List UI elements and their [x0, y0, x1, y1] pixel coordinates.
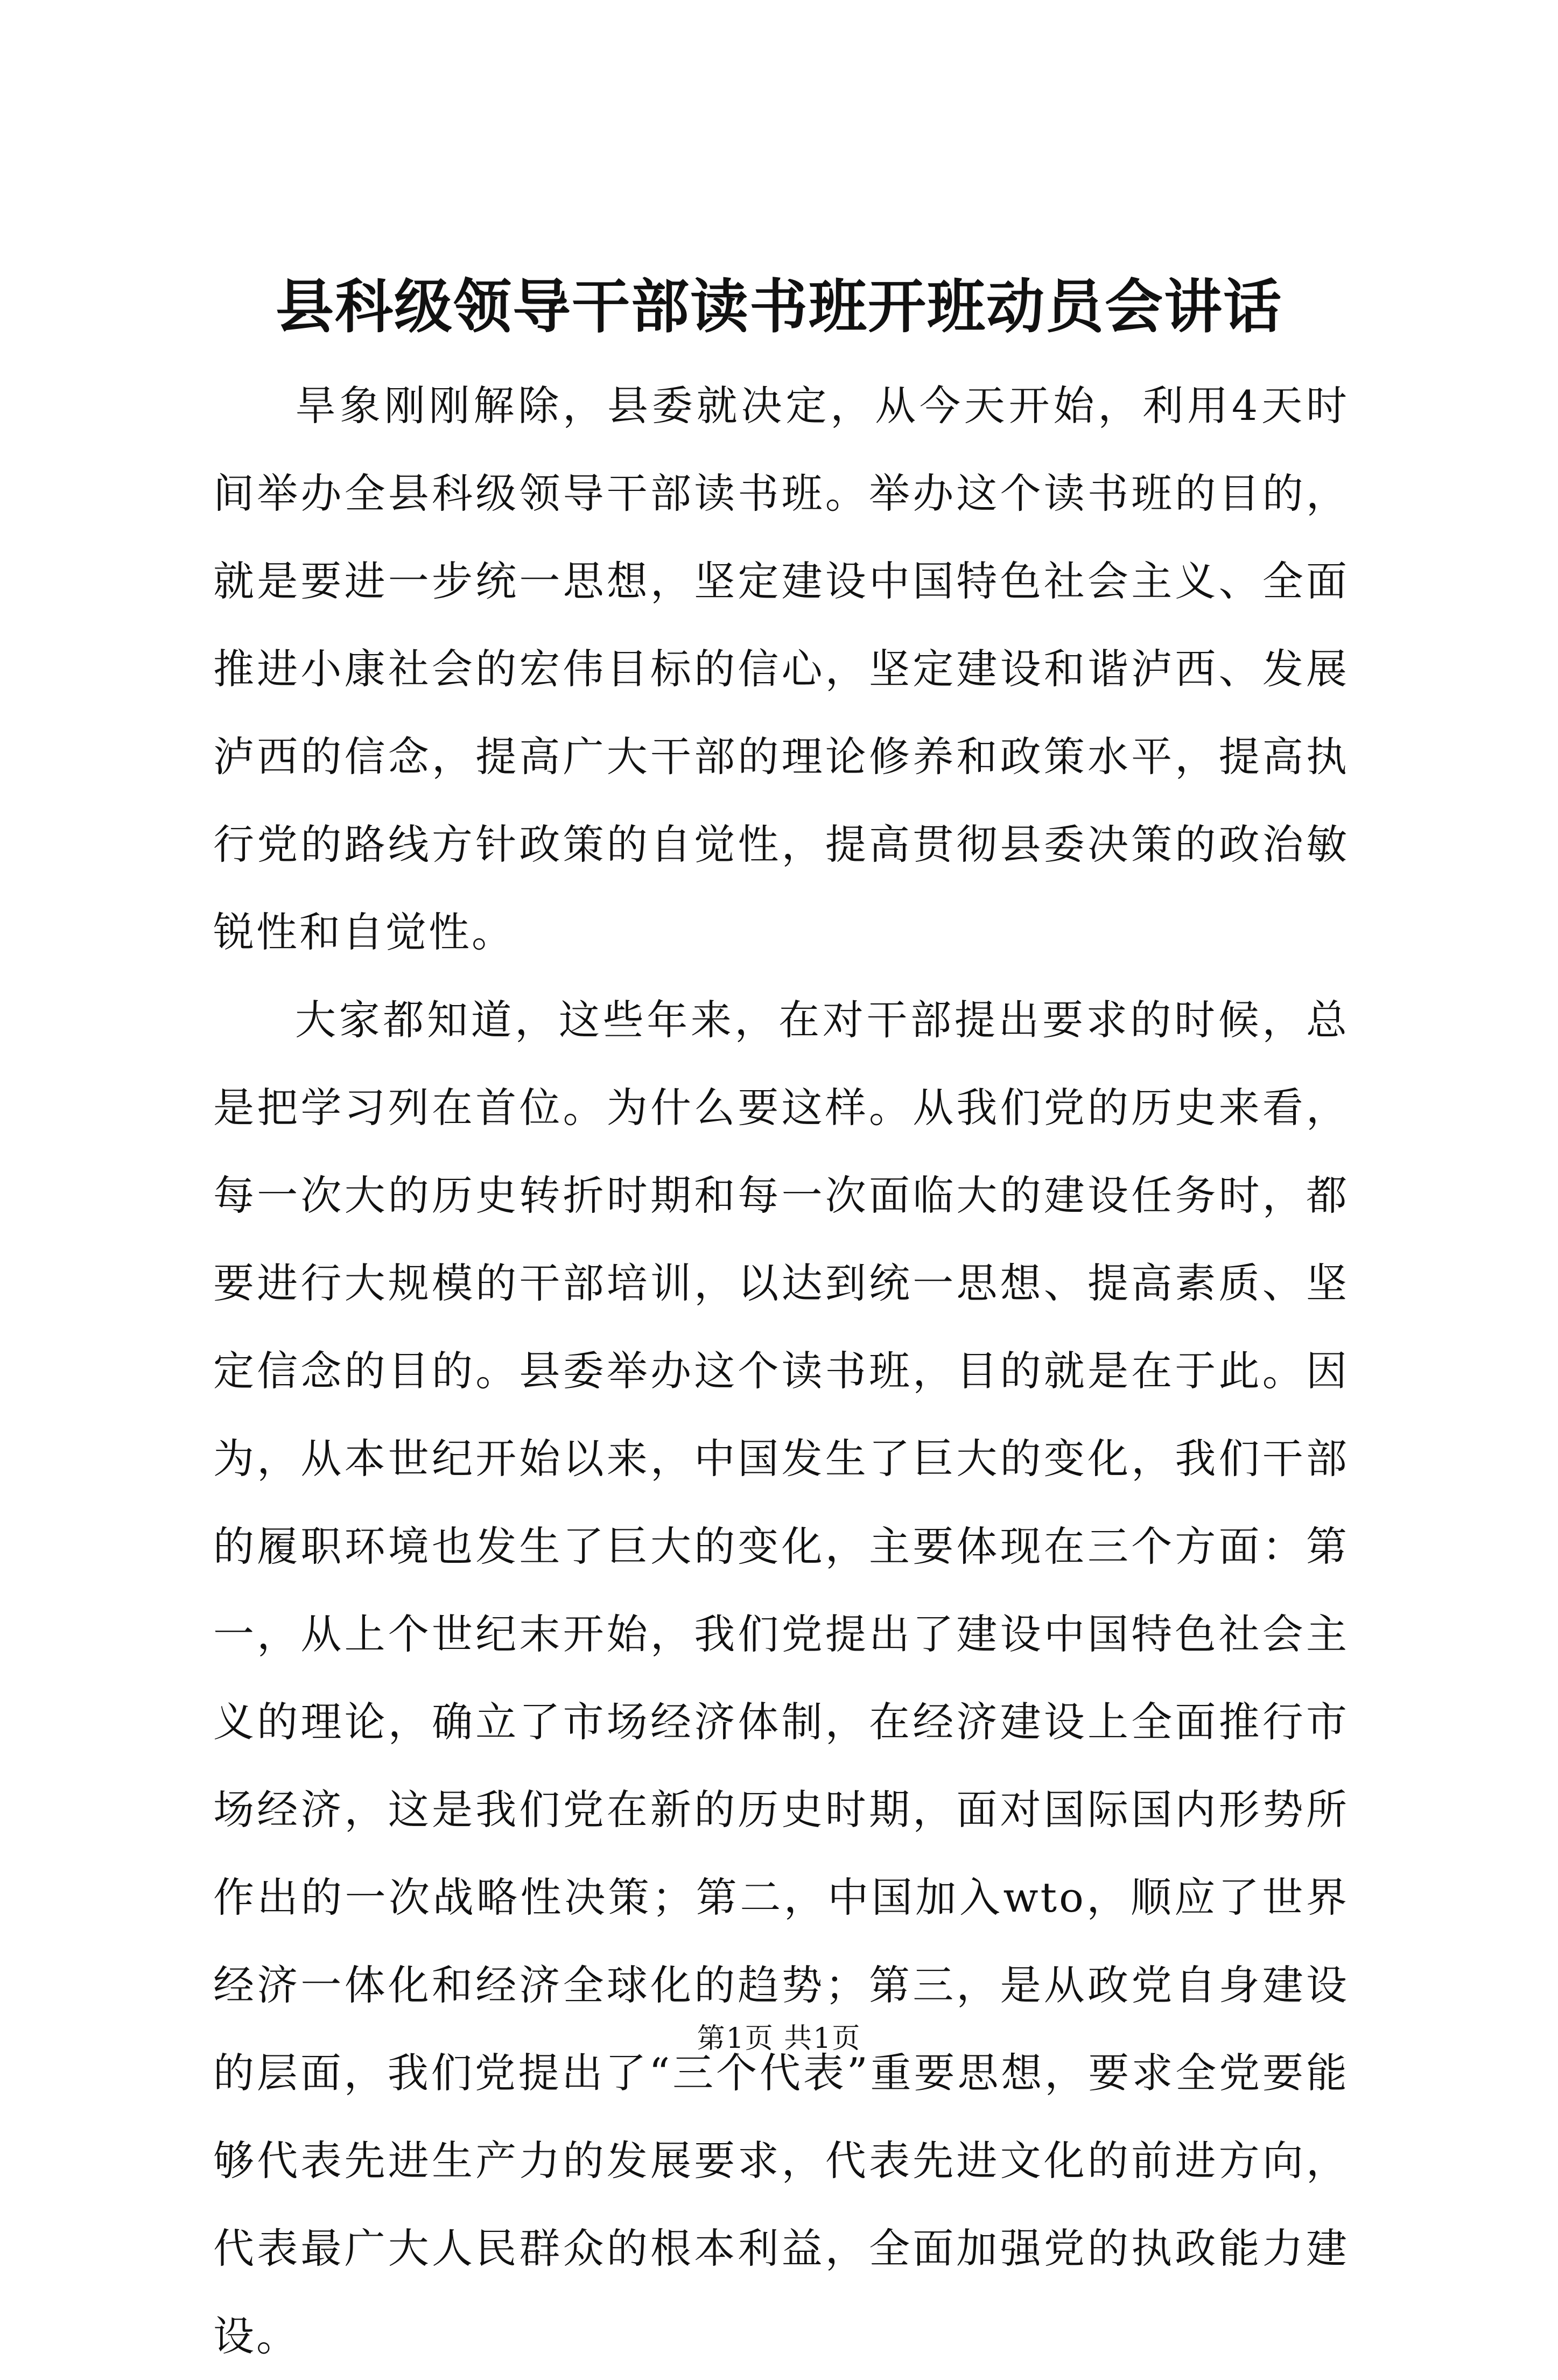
document-body	[213, 362, 1349, 2380]
paragraph-2: 大家都知道，这些年来，在对干部提出要求的时候，总是把学习列在首位。为什么要这样。从我们党的历史来看，每一次大的历史转折时期和每一次面临大的建设任务时，都要进行大规模的干部培训，以达到统一思想、提高素质、坚定信念的目的。县委举办这个读书班，目的就是在于此。因为，从本世纪开始以来，中国发生了巨大的变化，我们干部的履职环境也发生了巨大的变化，主要体现在三个方面：第一，从上个世纪末开始，我们党提出了建设中国特色社会主义的理论，确立了市场经济体制，在经济建设上全面推行市场经济，这是我们党在新的历史时期，面对国际国内形势所作出的一次战略性决策；第二，中国加入wto，顺应了世界经济一体化和经济全球化的趋势；第三，是从政党自身建设的层面，我们党提出了“三个代表”重要思想，要求全党要能够代表先进生产力的发展要求，代表先进文化的前进方向，代表最广大人民群众的根本利益，全面加强党的执政能力建设。	[213, 996, 1349, 2360]
paragraph-1: 旱象刚刚解除，县委就决定，从今天开始，利用4天时间举办全县科级领导干部读书班。举办这个读书班的目的，就是要进一步统一思想，坚定建设中国特色社会主义、全面推进小康社会的宏伟目标的信心，坚定建设和谐泸西、发展泸西的信念，提高广大干部的理论修养和政策水平，提高执行党的路线方针政策的自觉性，提高贯彻县委决策的政治敏锐性和自觉性。	[213, 382, 1349, 956]
document-title: 县科级领导干部读书班开班动员会讲话	[275, 273, 1282, 341]
page-footer: 第1页 共1页	[697, 2023, 861, 2055]
